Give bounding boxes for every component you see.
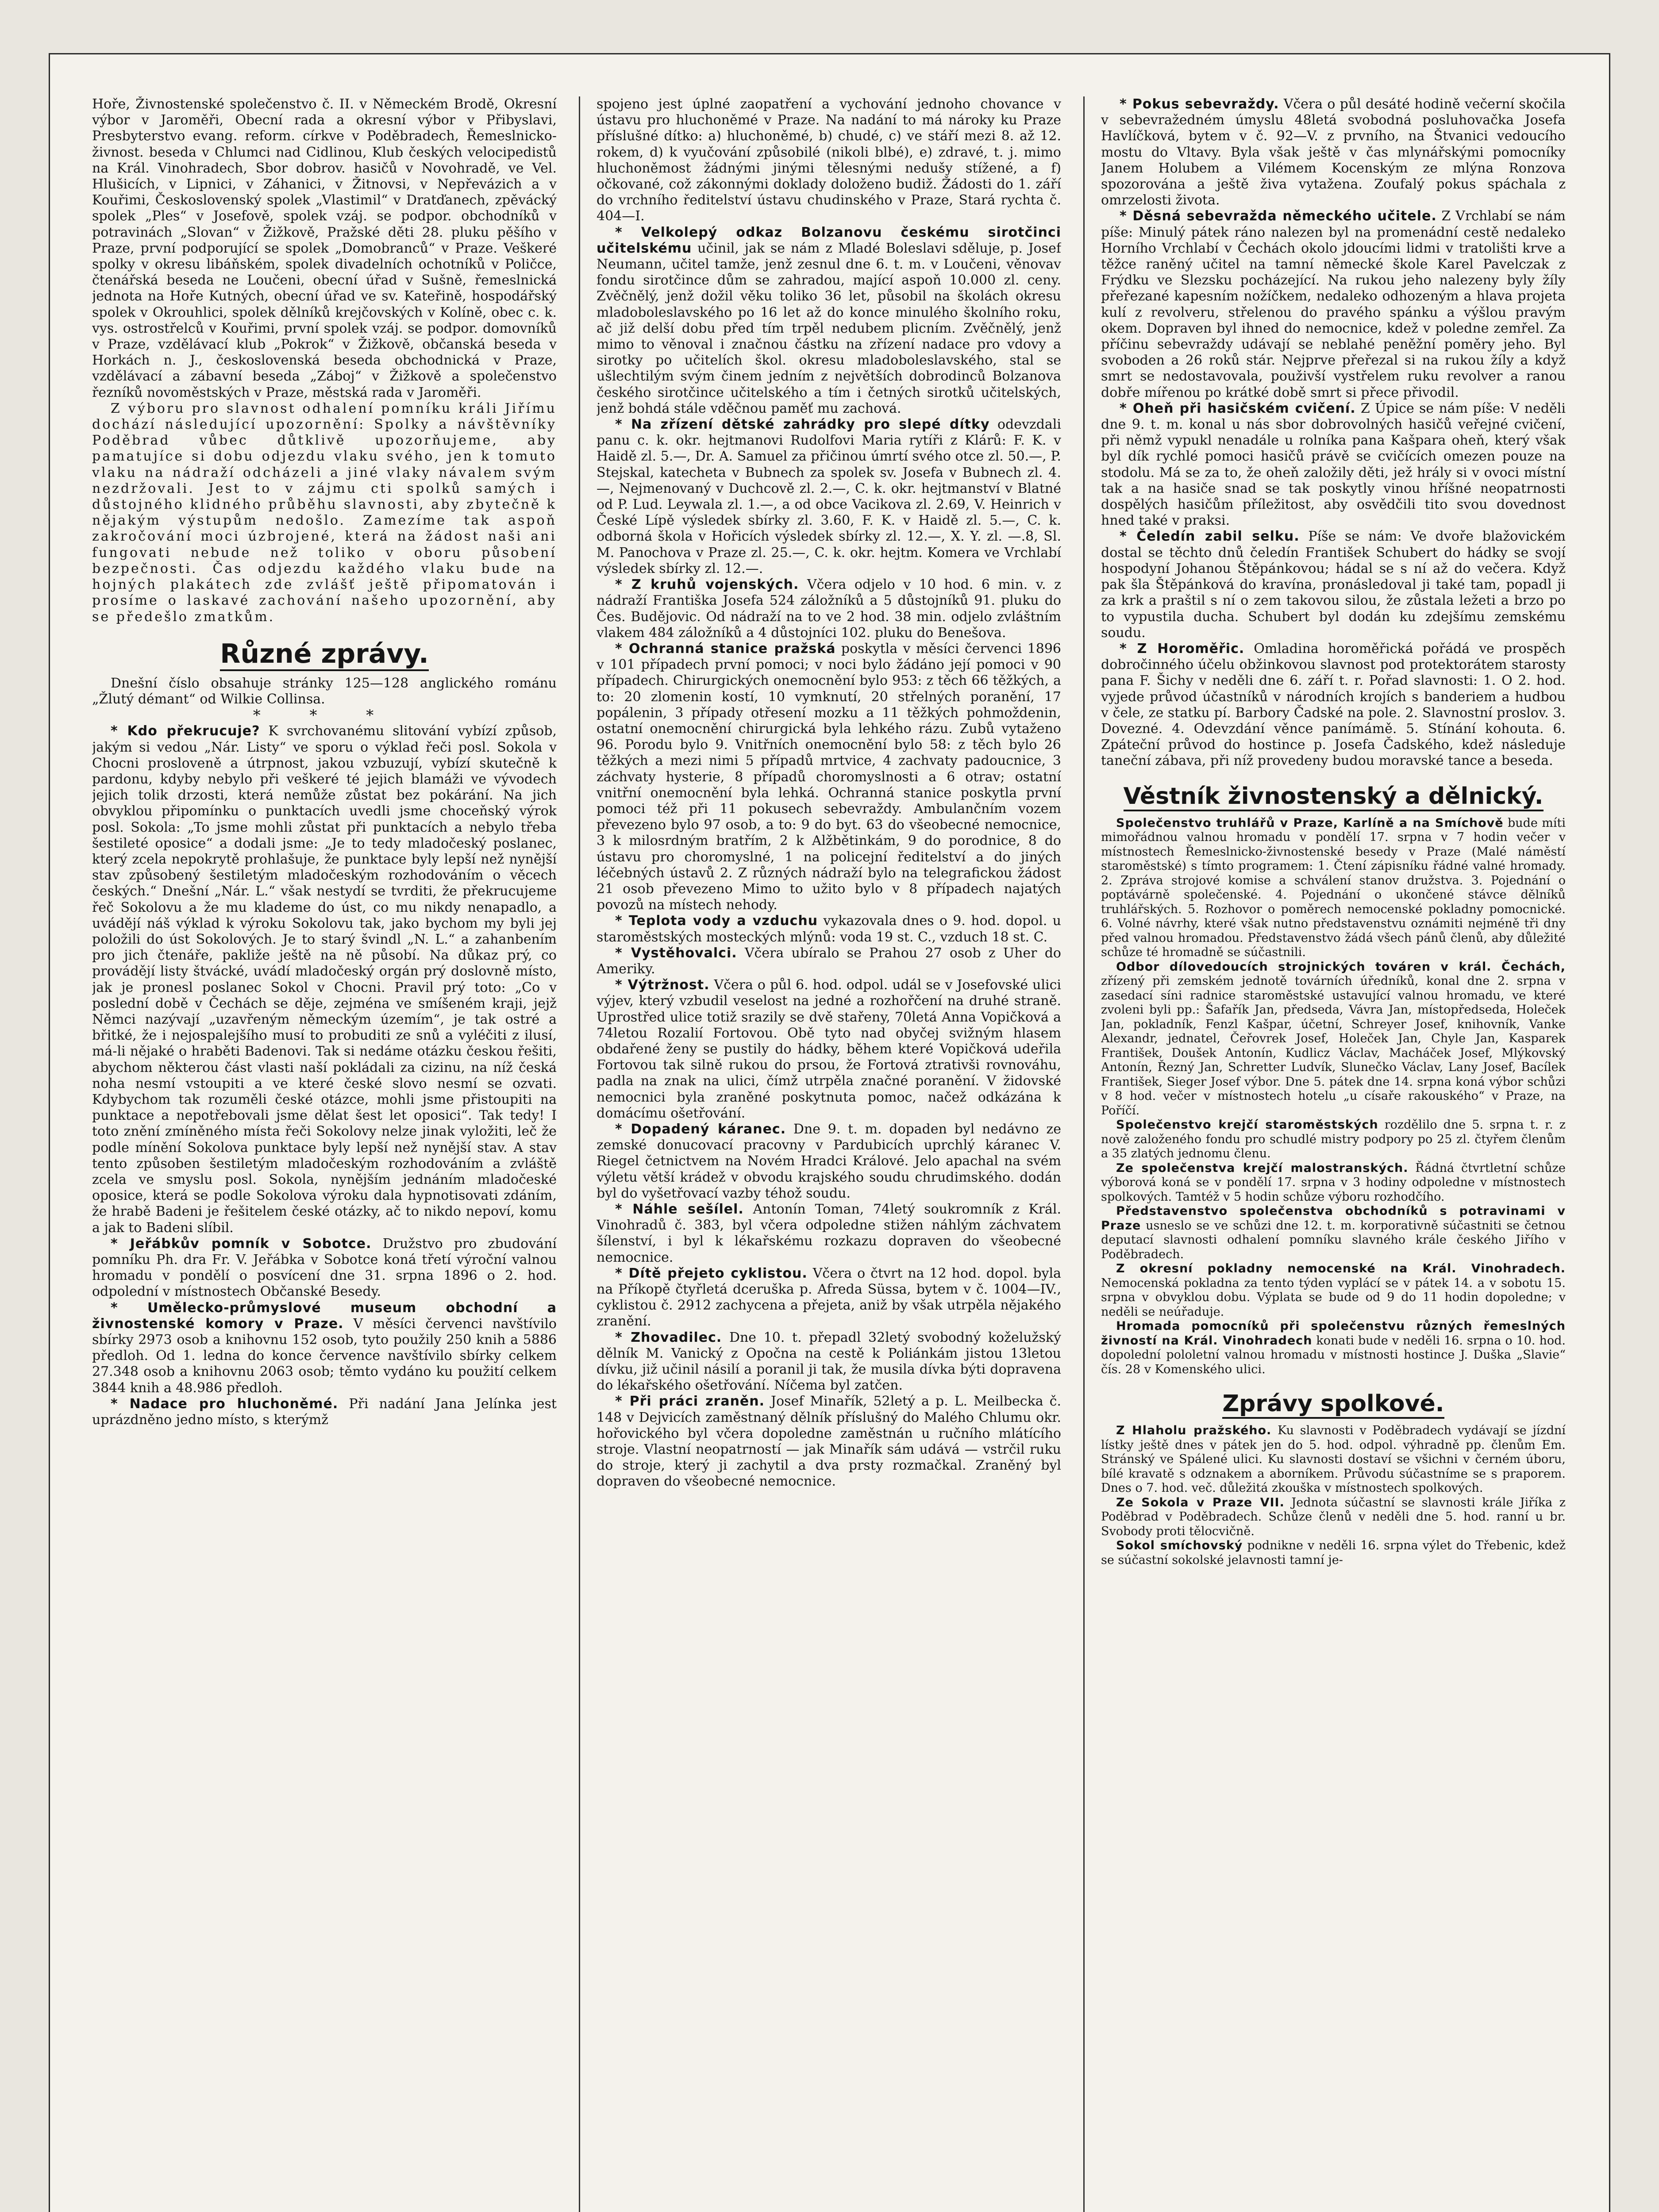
news-item-title: * Jeřábkův pomník v Sobotce.: [111, 1236, 372, 1252]
news-item: [597, 225, 1061, 417]
news-item-text: odevzdali panu c. k. okr. hejtmanovi Rudolfovi Maria rytíři z Klárů: F. K. v Haidě zl. 5.—, Dr. A. Samuel za přičinou úmrtí svého otce zl. 50.—, P. Stejskal, katecheta v Bubnech za spolek sv. Josefa v Bubnech zl. 4.—, Nejmenovaný v Duchcově zl. 2.—, C. k. okr. hejtmanství v Blatné od P. Lud. Leywala zl. 1.—, a od obce Vacikova zl. 2.69, V. Heinrich v České Lípě výsledek sbírky zl. 3.60, F. K. v Haidě zl. 5.—, C. k. odborná škola v Hořicích výsledek sbírky zl. 12.—, X. Y. zl. —.8, Sl. M. Panochova v Praze zl. 25.—, C. k. okr. hejtm. Komera ve Vrchlabí výsledek sbírky zl. 12.—.: [597, 417, 1061, 576]
section-heading: [1101, 1390, 1566, 1417]
news-item: [597, 417, 1061, 577]
notice-title: Sokol smíchovský: [1116, 1539, 1243, 1553]
news-item-text: Včera ubíralo se Prahou 27 osob z Uher do Ameriky.: [597, 945, 1061, 977]
notice-title: Z Hlaholu pražského.: [1116, 1424, 1272, 1438]
news-item-text: učinil, jak se nám z Mladé Boleslavi sděluje, p. Josef Neumann, učitel tamže, jenž zesnul dne 6. t. m. v Loučeni, věnovav fondu sirotčince dům se zahradou, mající aspoň 10.000 zl. ceny. Zvěčnělý, jenž dožil věku toliko 36 let, působil na školách okresu mladoboleslavského po 16 let až do konce minulého školního roku, ač již delší dobu před tím trpěl nedubem plicním. Zvěčnělý, jenž mimo to věnoval i značnou částku na zřízení nadace pro vdovy a sirotky po učitelích škol. okresu mladoboleslavského, stal se ušlechtilým svým činem jedním z největších dobrodinců Bolzanova českého sirotčince učitelského a tím i četných sirotků učitelských, jenž bohdá stále vděčnou paměť mu zachová.: [597, 240, 1061, 416]
news-item: [1101, 641, 1566, 769]
news-item-title: * Čeledín zabil selku.: [1120, 529, 1300, 545]
news-item: [92, 1300, 557, 1396]
article-paragraph: Dnešní číslo obsahuje stránky 125—128 anglického románu „Žlutý démant“ od Wilkie Collinsa.: [92, 675, 557, 707]
news-item: [92, 1396, 557, 1428]
notice-item: [1101, 1496, 1566, 1539]
news-item-text: Včera o čtvrt na 12 hod. dopol. byla na Příkopě čtyřletá dceruška p. Afreda Süssa, bytem v č. 1004—IV., cyklistou č. 2912 zachycena a přejeta, aniž by však utrpěla nějakého zranění.: [597, 1265, 1061, 1329]
notice-title: Představenstvo společenstva obchodníků s potravinami v Praze: [1101, 1204, 1566, 1233]
notice-title: Ze Sokola v Praze VII.: [1116, 1495, 1285, 1509]
stars-divider: * * *: [253, 707, 396, 725]
notice-title: Z okresní pokladny nemocenské na Král. Vinohradech.: [1116, 1262, 1566, 1276]
notice-text: usneslo se ve schůzi dne 12. t. m. korporativně súčastniti se četnou deputací slavnosti odhalení pomníku slavného krále českého Jiřího v Poděbradech.: [1101, 1218, 1566, 1261]
trade-notices: [1101, 816, 1566, 1377]
notice-title: Odbor dílovedoucích strojnických továren v král. Čechách,: [1116, 960, 1566, 974]
newspaper-page: [49, 53, 1610, 2212]
news-item-text: K svrchovanému slitování vybízí způsob, jakým si vedou „Nár. Listy“ ve sporu o výklad řeči posl. Sokola v Chocni prosloveně a útrpnost, jakou vzbuzují, vybízí skutečně k pardonu, kdyby nebylo při veškeré té jejich blamáži ve vývodech jejich tolik drzosti, která nemůže zůstat bez pokárání. Na jich obvyklou připomínku o punktacích uvedli jsme choceňský výrok posl. Sokola: „To jsme mohli zůstat při punktacích a nebylo třeba šestileté oposice“ a dodali jsme: „Je to tedy mladočeský poslanec, který zcela nepokrytě prohlašuje, že punktace byly lepší než nynější stav způsobený šestiletým mladočeským rozhodováním o věcech českých.“ Dnešní „Nár. L.“ však nestydí se tvrditi, že překrucujeme řeč Sokolovu a že mu klademe do úst, co mu nikdy nenapadlo, a uvádějí náš výklad k výroku Sokolovu tak, jako bychom my byli jej položili do úst Sokolových. Je to starý švindl „N. L.“ a zahanbením pro jich čtenáře, pakliže ještě na ně působí. Na důkaz prý, co provádějí listy štvácké, uvádí mladočeský orgán prý doslovně místo, jak je pronesl poslanec Sokol v Chocni. Pravil prý toto: „Co v poslední době v Čechách se děje, zejména ve smíšeném kraji, jejž Němci nazývají „uzavřeným německým územím“, je tak ostré a břitké, že i nejospalejšího musí to probuditi ze snů a vyléčiti z ilusí, má-li nějaké o hraběti Badenovi. Tak si nedáme otázku českou řešiti, abychom některou část vlasti naší pokládali za cizinu, na níž česká noha nesmí vstoupiti a ve které české slovo nesmí se ozvati. Kdybychom tak rozuměli české otázce, mohli jsme přistoupiti na punktace a nepotřebovali jsme dělat šest let oposici“. Tak tedy! I toto znění zmíněného místa řeči Sokolovy nelze jinak vyložiti, leč že podle mínění Sokolova punktace byly lepší než nynější stav. A stav tento způsoben šestiletým mladočeským rozhodováním a zvláště zcela ve smyslu posl. Sokola, nynějším jednáním mladočeské oposice, která se podle Sokolova výroku dala hypnotisovati zdáním, že hrabě Badeni je řešitelem české otázky, ač to nikdo nepoví, komu a jak to Badeni slíbil.: [92, 723, 557, 1236]
notice-text: konati bude v neděli 16. srpna o 10. hod. dopolední pololetní valnou hromadu v místnosti hostince J. Duška „Slavie“ čís. 28 v Komenského ulici.: [1101, 1333, 1566, 1376]
news-item-title: * Při práci zraněn.: [615, 1394, 765, 1409]
news-item-text: Včera o půl 6. hod. odpol. udál se v Josefovské ulici výjev, který vzbudil veselost na jedné a rozhořčení na druhé straně. Uprostřed ulice totiž srazily se dvě stařeny, 70letá Anna Vopičková a 74letou Rozalií Fortovou. Obě tyto nad obyčej svižným hlasem obdařené ženy se pustily do hádky, během které Vopičková udeřila Fortovou tak silně rukou do prsou, že Fortová ztrativši rovnováhu, padla na znak na ulici, čímž utrpěla značné poranění. V židovské nemocnici byla zraněné poskytnuta pomoc, načež odkázána k domácímu ošetřování.: [597, 977, 1061, 1121]
news-item: [597, 945, 1061, 977]
notice-item: [1101, 1319, 1566, 1377]
notice-title: Ze společenstva krejčí malostranských.: [1116, 1161, 1409, 1175]
news-item: [92, 723, 557, 1236]
notice-text: podnikne v neděli 16. srpna výlet do Třebenic, kdež se súčastní sokolské jelavnosti tamní je-: [1101, 1539, 1566, 1567]
news-item-title: * Vystěhovalci.: [615, 945, 737, 961]
news-item: [597, 641, 1061, 913]
article-paragraph: spojeno jest úplné zaopatření a vychování jednoho chovance v ústavu pro hluchoněmé v Praze. Na nadání to má nároky ku Praze příslušné dítko: a) hluchoněmé, b) chudé, c) ve stáří mezi 8. až 12. rokem, d) k vyučování způsobilé (nikoli blbé), e) zdravé, t. j. mimo hluchoněmost žádnými jinými tělesnými nedušy stížené, a f) očkované, což zákonnými doklady doloženo budiž. Žádosti do 1. září do vrchního ředitelství ústavu chudinského v Praze, Stará rychta č. 404—I.: [597, 96, 1061, 224]
notice-title: Společenstvo truhlářů v Praze, Karlíně a na Smíchově: [1116, 816, 1504, 830]
notice-text: zřízený při zemském jednotě továrních úředníků, konal dne 2. srpna v zasedací síni radnice staroměstské ustavující valnou hromadu, ve které zvoleni byli pp.: Šafařík Jan, předseda, Vávra Jan, místopředseda, Holeček Jan, pokladník, Fenzl Kašpar, účetní, Schreyer Josef, knihovník, Vanke Alexandr, jednatel, Čeřovrek Josef, Holeček Jan, Chyle Jan, Kasparek František, Doušek Antonín, Kudlicz Václav, Macháček Josef, Mlýkovský Antonín, Řezný Jan, Schretter Ludvík, Slunečko Václav, Lany Josef, Bacílek František, Sieger Josef výbor. Dne 5. pátek dne 14. srpna koná výbor schůzi v 8 hod. večer v místnostech hotelu „u císaře rakouského“ v Praze, na Poříčí.: [1101, 974, 1566, 1118]
news-item: [1101, 208, 1566, 400]
news-item-title: * Dopadený káranec.: [615, 1121, 786, 1137]
news-item-title: * Na zřízení dětské zahrádky pro slepé dítky: [615, 417, 990, 433]
news-item-title: * Oheň při hasičském cvičení.: [1120, 400, 1356, 416]
column-3: [1101, 96, 1566, 2212]
notice-title: Hromada pomocníků při společenstvu různých řemeslných živností na Král. Vinohradech: [1101, 1319, 1566, 1348]
news-item: [597, 1121, 1061, 1202]
notice-item: [1101, 1262, 1566, 1319]
news-item-title: * Umělecko-průmyslové museum obchodní a živnostenské komory v Praze.: [92, 1300, 557, 1332]
section-heading-text: Různé zprávy.: [220, 638, 429, 671]
news-item: [597, 1266, 1061, 1330]
news-item: [597, 1202, 1061, 1266]
section-heading: [1101, 783, 1566, 810]
notice-title: Společenstvo krejčí staroměstských: [1116, 1118, 1378, 1132]
notice-item: [1101, 1539, 1566, 1567]
section-heading-text: Věstník živnostenský a dělnický.: [1124, 783, 1544, 811]
news-item-title: * Z kruhů vojenských.: [615, 577, 799, 593]
notice-text: Jednota súčastní se slavnosti krále Jiříka z Poděbrad v Poděbradech. Schůze členů v neděli dne 5. hod. ranní u br. Svobody proti tělocvičně.: [1101, 1495, 1566, 1538]
news-item-title: * Děsná sebevražda německého učitele.: [1120, 208, 1437, 224]
news-item: [1101, 529, 1566, 641]
news-item-text: Družstvo pro zbudování pomníku Ph. dra Fr. V. Jeřábka v Sobotce koná třetí výroční valnou hromadu v pondělí o posvícení dne 31. srpna 1896 o 2. hod. odpolední v místnostech Občanské Besedy.: [92, 1236, 557, 1300]
news-item-text: Při nadání Jana Jelínka jest uprázdněno jedno místo, s kterýmž: [92, 1396, 557, 1428]
news-item-text: Omladina horoměřická pořádá ve prospěch dobročinného účelu obžinkovou slavnost pod protektorátem starosty pana F. Šichy v neděli dne 6. září t. r. Pořad slavnosti: 1. O 2. hod. vyjede průvod účastníků v národních krojích s banderiem a hudbou v čele, ze statku pí. Barbory Čadské na pole. 2. Slavnostní proslov. 3. Dovezné. 4. Odevzdání věnce panímámě. 5. Stínání kohouta. 6. Zpáteční průvod do hostince p. Josefa Čadského, kdež následuje taneční zábava, při níž provedeny budou moravské tance a beseda.: [1101, 641, 1566, 769]
news-item-text: V měsíci červenci navštívilo sbírky 2973 osob a knihovnu 152 osob, tyto použily 250 knih a 5886 předloh. Od 1. ledna do konce července navštívilo sbírky celkem 27.348 osob a knihovnu 2063 osob; těmto vydáno ku použití celkem 3844 knih a 48.986 předloh.: [92, 1316, 557, 1396]
news-item-title: * Ochranná stanice pražská: [615, 641, 836, 657]
news-item-title: * Nadace pro hluchoněmé.: [111, 1396, 339, 1412]
news-item-text: Včera o půl desáté hodině večerní skočila v sebevražedném úmyslu 48letá svobodná posluhovačka Josefa Havlíčková, bytem v č. 92—V. z prvního, na Štvanici vedoucího mostu do Vltavy. Byla však ještě v čas mlynářskými pomocníky Janem Holubem a Vilémem Kocenským ze mlýna Ronzova spozorována a ještě živa vytažena. Zoufalý pokus spáchala z omrzelosti života.: [1101, 96, 1566, 208]
article-paragraph: Z výboru pro slavnost odhalení pomníku králi Jiřímu dochází následující upozornění: Spolky a návštěvníky Poděbrad vůbec důtklivě upozorňujeme, aby pamatujíce si dobu odjezdu vlaku svého, jen k tomuto vlaku na nádraží odcházeli a jiné vlaky návalem svým nezdržovali. Jest to v zájmu cti spolků samých i důstojného klidného průběhu slavnosti, aby zbytečně k nějakým výstupům nedošlo. Zamezíme tak aspoň zakročování moci úzbrojené, která na žádost naši ani fungovati nebude než toliko v oboru působení bezpečnosti. Čas odjezdu každého vlaku bude na hojných plakátech zde zvlášť ještě připomatován i prosíme o laskavé zachování našeho upozornění, aby se předešlo zmatkům.: [92, 400, 557, 625]
news-item-text: Píše se nám: Ve dvoře blažovickém dostal se těchto dnů čeledín František Schubert do hádky se svojí hospodyní Johanou Štěpánkovou; hádal se s ní až do večera. Když pak šla Štěpánková do kravína, pronásledoval ji také tam, popadl ji za krk a praštil s ní o zem takovou silou, že zůstala ležeti a brzo po to vypustila ducha. Schubert byl dodán ku zdejšímu zemskému soudu.: [1101, 529, 1566, 641]
news-item-title: * Náhle sešílel.: [615, 1202, 744, 1217]
column-rule: [579, 96, 580, 2212]
news-item-title: * Pokus sebevraždy.: [1120, 96, 1279, 112]
notice-text: Ku slavnosti v Poděbradech vydávají se jízdní lístky ještě dnes v pátek jen do 5. hod. odpol. výhradně pp. členům Em. Stránský ve Spálené ulici. Ku slavnosti dostaví se všichni v černém úboru, bílé kravatě s odznakem a aborníkem. Průvodu súčastníme se s praporem. Dnes o 7. hod. več. důležitá zkouška v místnostech spolkových.: [1101, 1424, 1566, 1495]
notice-item: [1101, 816, 1566, 960]
column-rule: [1083, 96, 1085, 2212]
news-item-text: Z Vrchlabí se nám píše: Minulý pátek ráno nalezen byl na promenádní cestě nedaleko Horního Vrchlabí v Čechách okolo jdoucími lidmi v tratolišti krve a těžce raněný učitel na tamní německé škole Karel Pavelczak z Frýdku ve Slezsku pocházející. Na rukou jeho nalezeny byly žíly přeřezané kapesním nožíčkem, nedaleko odhozeným a hlava projeta kulí z revolveru, střelenou do pravého spánku a výšlou pravým okem. Dopraven byl ihned do nemocnice, kdež v poledne zemřel. Za příčinu sebevraždy udávají se neblahé peněžní poměry jeho. Byl svoboden a 26 roků stár. Nejprve přeřezal si na rukou žíly a když smrt se nedostavovala, použivší vystřelem ruku revolver a ranou dobře mířenou po krátké době smrt si přece přivodil.: [1101, 208, 1566, 400]
news-item-title: * Zhovadilec.: [615, 1329, 722, 1345]
news-item: [597, 977, 1061, 1121]
news-item: [1101, 401, 1566, 529]
news-item-title: * Velkolepý odkaz Bolzanovu českému sirotčinci učitelskému: [597, 224, 1061, 256]
news-item-text: vykazovala dnes o 9. hod. dopol. u staroměstských mosteckých mlýnů: voda 19 st. C., vzduch 18 st. C.: [597, 913, 1061, 945]
column-1: [92, 96, 557, 2212]
news-item-text: Dne 10. t. přepadl 32letý svobodný koželužský dělník M. Vanický z Opočna na cestě k Poliánkám jistou 13letou dívku, již učinil násilí a poranil ji tak, že musila dívka býti dopravena do lékařského ošetřování. Níčema byl zatčen.: [597, 1329, 1061, 1394]
section-heading-text: Zprávy spolkové.: [1222, 1390, 1444, 1419]
news-item-title: * Dítě přejeto cyklistou.: [615, 1265, 808, 1281]
news-item-text: Včera odjelo v 10 hod. 6 min. v. z nádraží Františka Josefa 524 záložníků a 5 důstojníků 91. pluku do Čes. Budějovic. Od nádraží na to ve 2 hod. 38 min. odjelo zvláštním vlakem 484 záložníků a 4 důstojníci 102. pluku do Benešova.: [597, 577, 1061, 641]
column-2: [597, 96, 1061, 2212]
news-item-text: Antonín Toman, 74letý soukromník z Král. Vinohradů č. 383, byl včera odpoledne stižen náhlým záchvatem šílenství, i byl k lékařskému rozkazu dopraven do všeobecné nemocnice.: [597, 1202, 1061, 1265]
notice-text: bude míti mimořádnou valnou hromadu v pondělí 17. srpna v 7 hodin večer v místnostech Řemeslnicko-živnostenské besedy v Praze (Malé náměstí staroměstské) s tímto programem: 1. Čtení zápisníku řádné valné hromady. 2. Zpráva strojové komise a schválení stanov družstva. 3. Pojednání o poptávárně společenské. 4. Pojednání o ukončené stávce dělníků truhlářských. 5. Rozhovor o poměrech nemocenské pokladny pomocnické. 6. Volné návrhy, které však nutno představenstvu oznámiti nejméně tři dny před valnou hromadou. Představenstvo žádá všech pánů členů, aby důležité schůze té hromadně se súčastnili.: [1101, 816, 1566, 960]
notice-text: Řádná čtvrtletní schůze výborová koná se v pondělí 17. srpna v 3 hodiny odpoledne v místnostech spolkových. Tamtéž v 5 hodin schůze výboru rozhodčího.: [1101, 1161, 1566, 1204]
notice-text: rozdělilo dne 5. srpna t. r. z nově založeného fondu pro schudlé mistry podpory po 25 zl. čtyřem členům a 35 zlatých jednomu členu.: [1101, 1118, 1566, 1161]
article-paragraph: Hoře, Živnostenské společenstvo č. II. v Německém Brodě, Okresní výbor v Jaroměři, Obecní rada a okresní výbor v Přibyslavi, Presbyterstvo evang. reform. církve v Poděbradech, Řemeslnicko-živnost. beseda v Chlumci nad Cidlinou, Klub českých velocipedistů na Král. Vinohradech, Sbor dobrov. hasičů v Novohradě, ve Vel. Hlušicích, v Lipnici, v Záhanici, v Žitnovsi, v Nepřevázich a v Kouřimi, Československý spolek „Vlastimil“ v Dratďanech, zpěvácký spolek „Ples“ v Josefově, spolek vzáj. se podpor. obchodníků v potravinách „Slovan“ v Žižkově, Pražské děti 28. pluku pěšího v Praze, první podporující se spolek „Domobranců“ v Praze. Veškeré spolky v okresu libáňském, spolek divadelních ochotníků v Poličce, čtenářská beseda ne Loučeni, obecní úřad v Sušně, řemeslnická jednota na Hoře Kutných, obecní úřad ve sv. Kateřině, hospodářský spolek v Okrouhlici, spolek dělníků krejčovských v Kolíně, obec c. k. vys. ostrostřelců v Kouřimi, první spolek vzáj. se podpor. domovníků v Praze, vzdělávací klub „Pokrok“ v Žižkově, občanská beseda v Horkách n. J., československá beseda obchodnická v Praze, vzdělávací a zábavní beseda „Záboj“ v Žižkově a společenstvo řezníků novoměstských v Praze, městská rada v Jaroměři.: [92, 96, 557, 400]
notice-text: Nemocenská pokladna za tento týden vyplácí se v pátek 14. a v sobotu 15. srpna v obvyklou dobu. Výplata se bude od 9 do 11 hodin dopoledne; v neděli se neúřaduje.: [1101, 1276, 1566, 1319]
news-item-text: poskytla v měsíci červenci 1896 v 101 případech první pomoci; v noci bylo žádáno její pomoci v 90 případech. Chirurgických onemocnění bylo 953: z těch 66 těžkých, a to: 20 zlomenin kostí, 10 vymknutí, 20 střelných poranění, 17 popálenin, 3 případy otřesení mozku a 11 těžkých pohmoždenin, ostatní onemocnění chirurgická byla lehkého rázu. Zubů vytaženo 96. Porodu bylo 9. Vnitřních onemocnění bylo 58: z těch bylo 26 těžkých a mezi nimi 5 případů mrtvice, 4 zachvaty padoucnice, 3 záchvaty hysterie, 8 případů choromyslnosti a 6 otrav; ostatní vnitřní onemocnění byla lehká. Ochranná stanice poskytla první pomoci též při 11 pokusech sebevraždy. Ambulančním vozem převezeno bylo 97 osob, a to: 9 do byt. 63 do všeobecné nemocnice, 3 k milosrdným bratřím, 2 k Alžbětinkám, 9 do porodnice, 8 do ústavu pro choromyslné, 1 na policejní ředitelství a do jiných léčebných ústavů 2. Z různých nádraží bylo na telegrafickou žádost 21 osob převezeno Mimo to užito bylo v 8 případech najatých povozů na místech nehody.: [597, 641, 1061, 913]
notice-item: [1101, 960, 1566, 1118]
news-item: [597, 577, 1061, 641]
section-heading: [92, 638, 557, 669]
news-item: [597, 1394, 1061, 1490]
news-item-title: * Z Horoměřic.: [1120, 641, 1245, 657]
news-item-text: Dne 9. t. m. dopaden byl nedávno ze zemské donucovací pracovny v Pardubicích uprchlý káranec V. Riegel četnictvem na Novém Hradci Králové. Jelo apachal na svém výletu větší krádež v obvodu krajského soudu chrudimského. dodán byl do vyšetřovací vazby téhož soudu.: [597, 1121, 1061, 1201]
notice-item: [1101, 1118, 1566, 1161]
news-item-text: Josef Minařík, 52letý a p. L. Meilbecka č. 148 v Dejvicích zaměstnaný dělník příslušný do Malého Chlumu okr. hořovického byl včera dopoledne zaměstnán u ručního mlátícího stroje. Vlastní neopatrností — jak Minařík sám udává — vstrčil ruku do stroje, který ji zachytil a dva prsty rozmačkal. Zraněný byl dopraven do všeobecné nemocnice.: [597, 1394, 1061, 1490]
club-notices: [1101, 1424, 1566, 1567]
news-item: [597, 913, 1061, 945]
news-item: [597, 1330, 1061, 1394]
news-item-title: * Teplota vody a vzduchu: [615, 913, 818, 929]
news-item: [92, 1236, 557, 1300]
notice-item: [1101, 1204, 1566, 1262]
news-item-text: Z Úpice se nám píše: V neděli dne 9. t. m. konal u nás sbor dobrovolných hasičů veřejné cvičení, při němž vypukl nenadále u rolníka pana Kašpara oheň, který však byl dík rychlé pomoci hasičů právě se cvičících omezen pouze na stodolu. Má se za to, že oheň založily děti, jež hrály si v ovoci místní tak a na hasiče snad se tak poskytly vinou hříšné neopatrnosti dospělých hasičům příležitost, aby osvědčili tito svou dovednost hned také v praksi.: [1101, 400, 1566, 529]
notice-item: [1101, 1424, 1566, 1496]
notice-item: [1101, 1161, 1566, 1205]
news-item-title: * Kdo překrucuje?: [111, 723, 260, 739]
news-item-title: * Výtržnost.: [615, 977, 710, 993]
news-item: [1101, 96, 1566, 208]
